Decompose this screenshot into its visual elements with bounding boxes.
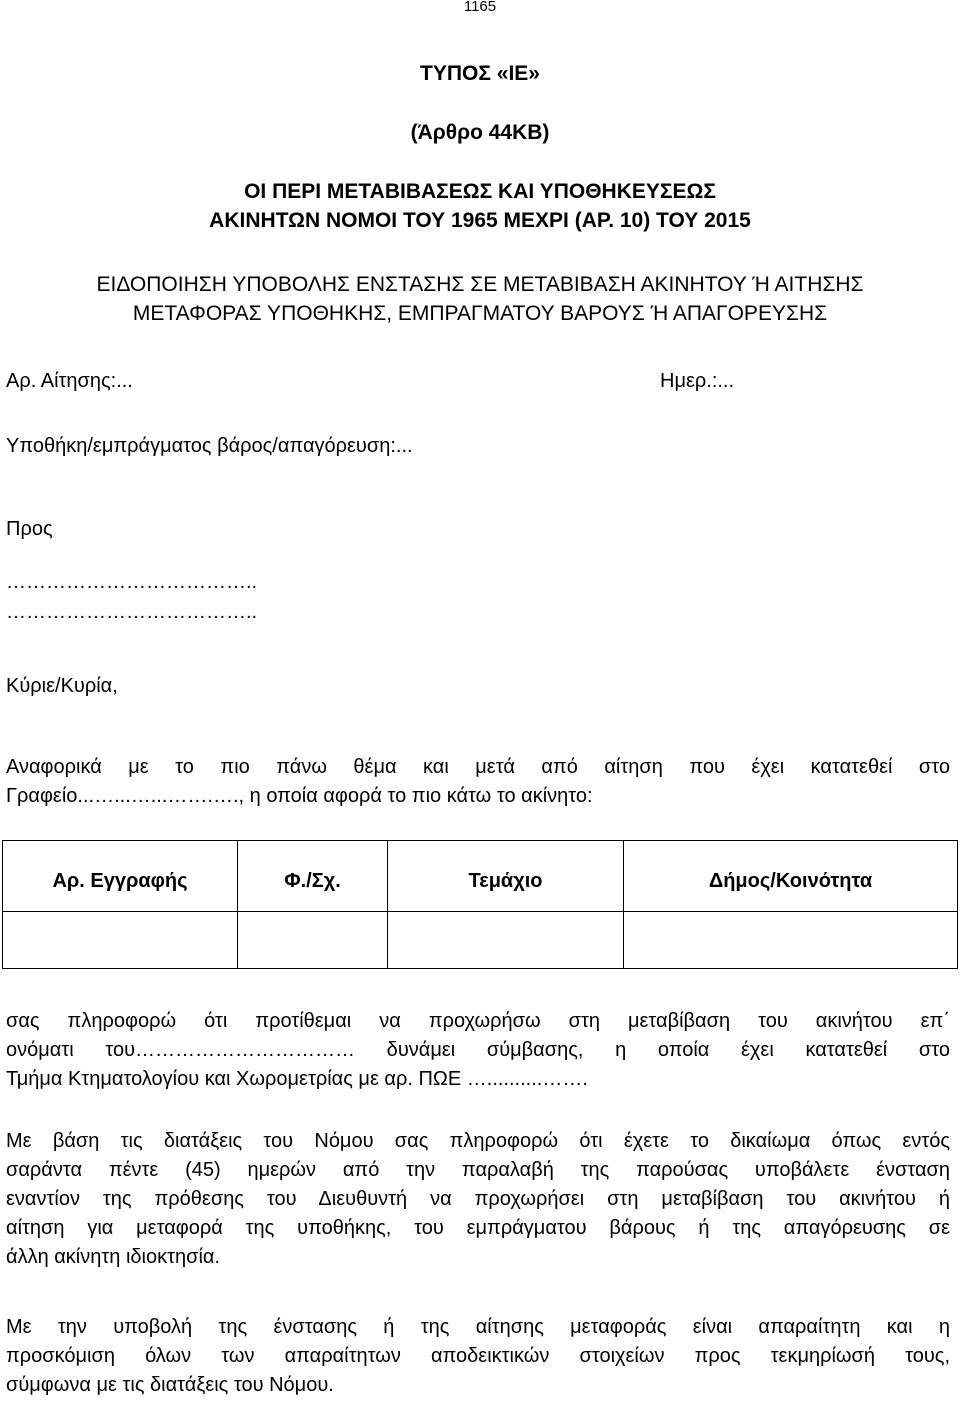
text-line: Με την υποβολή της ένστασης ή της αίτησης μεταφοράς είναι απαραίτητη και η [6,1316,950,1338]
notice-title-line: ΕΙΔΟΠΟΙΗΣΗ ΥΠΟΒΟΛΗΣ ΕΝΣΤΑΣΗΣ ΣΕ ΜΕΤΑΒΙΒΑΣΗ ΑΚΙΝΗΤΟΥ Ή ΑΙΤΗΣΗΣ [96,273,864,296]
notice-title [0,270,960,328]
text-line: ονόματι του…………………………… δυνάμει σύμβασης, η οποία έχει κατατεθεί στο [6,1039,950,1061]
table-cell [3,912,238,969]
text-line: Αναφορικά με το πιο πάνω θέμα και μετά από αίτηση που έχει κατατεθεί στο [6,756,950,778]
text-line: σαράντα πέντε (45) ημερών από την παραλαβή της παρούσας υποβάλετε ένσταση [6,1159,950,1181]
page-number: 1165 [463,0,497,15]
text-line: σας πληροφορώ ότι προτίθεμαι να προχωρήσω στη μεταβίβαση του ακινήτου επ΄ [6,1010,950,1032]
notice-title-line: ΜΕΤΑΦΟΡΑΣ ΥΠΟΘΗΚΗΣ, ΕΜΠΡΑΓΜΑΤΟΥ ΒΑΡΟΥΣ Ή ΑΠΑΓΟΡΕΥΣΗΣ [132,302,828,325]
column-header-municipality: Δήμος/Κοινότητα [624,841,958,912]
column-header-registration-no: Αρ. Εγγραφής [3,841,238,912]
law-title-line: ΑΚΙΝΗΤΩΝ ΝΟΜΟΙ ΤΟΥ 1965 ΜΕΧΡΙ (ΑΡ. 10) ΤΟΥ 2015 [209,209,751,232]
law-title [0,177,960,235]
property-table [2,840,958,969]
salutation: Κύριε/Κυρία, [6,675,118,697]
text-line: Με βάση τις διατάξεις του Νόμου σας πληροφορώ ότι έχετε το δικαίωμα όπως εντός [6,1130,950,1152]
table-cell [388,912,624,969]
addressee-line: ……………………………….. [6,571,258,593]
date-field: Ημερ.:... [660,370,735,392]
table-cell [238,912,388,969]
text-line: προσκόμιση όλων των απαραίτητων αποδεικτικών στοιχείων προς τεκμηρίωσή τους, [6,1345,950,1367]
column-header-sheet-plan: Φ./Σχ. [238,841,388,912]
addressee-line: ……………………………….. [6,601,258,623]
text-line: σύμφωνα με τις διατάξεις του Νόμου. [6,1374,334,1396]
mortgage-field: Υποθήκη/εμπράγματος βάρος/απαγόρευση:... [6,435,413,457]
text-line: εναντίον της πρόθεσης του Διευθυντή να προχωρήσει στη μεταβίβαση του ακινήτου ή [6,1188,950,1210]
table-row [3,912,958,969]
text-line: αίτηση για μεταφορά της υποθήκης, του εμπράγματου βάρους ή της απαγόρευσης σε [6,1217,950,1239]
application-number-field: Αρ. Αίτησης:... [6,370,133,392]
text-line: Τμήμα Κτηματολογίου και Χωρομετρίας με αρ. ΠΩΕ …..........……. [6,1068,588,1090]
paragraph-intent [6,1007,950,1094]
text-line: Γραφείο...…...…...…….…., η οποία αφορά το πιο κάτω το ακίνητο: [6,785,593,807]
paragraph-evidence [6,1313,950,1400]
column-header-plot: Τεμάχιο [388,841,624,912]
article-reference: (Άρθρο 44ΚΒ) [410,121,550,144]
text-line: άλλη ακίνητη ιδιοκτησία. [6,1246,221,1268]
addressee-label: Προς [6,518,53,540]
paragraph-rights [6,1127,950,1272]
table-header-row [3,841,958,912]
intro-paragraph [6,753,950,811]
law-title-line: ΟΙ ΠΕΡΙ ΜΕΤΑΒΙΒΑΣΕΩΣ ΚΑΙ ΥΠΟΘΗΚΕΥΣΕΩΣ [244,180,716,203]
table-cell [624,912,958,969]
form-type-title: ΤΥΠΟΣ «ΙΕ» [420,62,540,85]
